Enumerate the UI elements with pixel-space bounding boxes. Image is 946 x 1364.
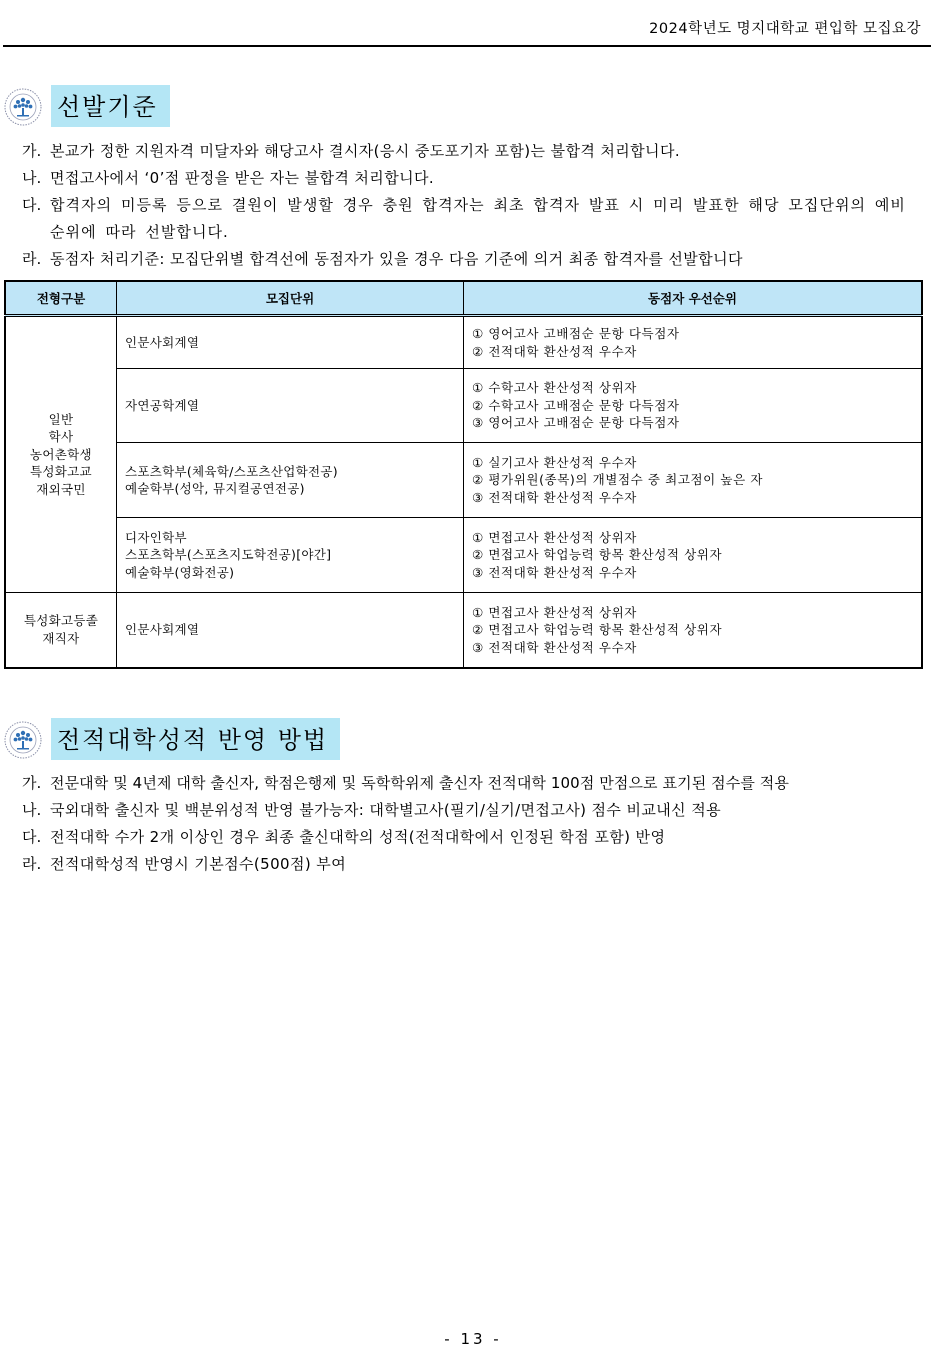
priority-line: ③ 전적대학 환산성적 우수자 — [472, 489, 637, 505]
recruitment-unit-cell — [117, 593, 464, 668]
rule-item — [22, 797, 937, 824]
rule-text: 국외대학 출신자 및 백분위성적 반영 불가능자: 대학별고사(필기/실기/면접고사) 점수 비교내신 적용 — [50, 801, 721, 819]
unit-line: 디자인학부 — [125, 529, 187, 545]
priority-line: ① 영어고사 고배점순 문항 다득점자 — [472, 326, 680, 341]
table-header-row — [5, 281, 922, 316]
unit-line: 예술학부(영화전공) — [125, 564, 235, 580]
priority-line: ② 전적대학 환산성적 우수자 — [472, 343, 637, 359]
priority-line: ③ 영어고사 고배점순 문항 다득점자 — [472, 415, 680, 431]
section-title: 선발기준 — [51, 85, 170, 127]
rule-marker: 가. — [22, 774, 42, 792]
rule-item — [22, 165, 937, 192]
unit-line: 스포츠학부(체육학/스포츠산업학전공) — [125, 463, 338, 479]
rule-marker: 나. — [22, 169, 42, 187]
priority-line: ① 실기고사 환산성적 우수자 — [472, 454, 637, 470]
rule-text: 본교가 정한 지원자격 미달자와 해당고사 결시자(응시 중도포기자 포함)는 불합격 처리합니다. — [50, 142, 681, 160]
rule-item — [22, 246, 937, 273]
type-line: 특성화고등졸 — [23, 613, 99, 629]
table-row — [5, 443, 922, 518]
university-emblem-icon — [3, 87, 43, 127]
unit-line: 스포츠학부(스포츠지도학전공)[야간] — [125, 547, 332, 563]
priority-line: ③ 전적대학 환산성적 우수자 — [472, 564, 637, 580]
rule-text: 전적대학 수가 2개 이상인 경우 최종 출신대학의 성적(전적대학에서 인정된 학점 포함) 반영 — [50, 828, 666, 846]
priority-line: ① 면접고사 환산성적 상위자 — [472, 604, 637, 620]
rule-item — [22, 851, 937, 878]
priority-cell — [464, 593, 923, 668]
type-line: 재직자 — [42, 630, 80, 646]
unit-line: 자연공학계열 — [125, 397, 200, 413]
selection-type-cell — [5, 593, 117, 668]
table-row — [5, 316, 922, 369]
rule-marker: 라. — [22, 855, 42, 873]
priority-line: ② 평가위원(종목)의 개별점수 중 최고점이 높은 자 — [472, 472, 764, 488]
rule-marker: 다. — [22, 196, 42, 214]
rule-item — [22, 192, 919, 246]
table-row — [5, 369, 922, 443]
header-selection-type: 전형구분 — [5, 281, 117, 316]
selection-rules-list — [22, 138, 937, 273]
rule-text: 면접고사에서 ‘0’점 판정을 받은 자는 불합격 처리합니다. — [50, 169, 435, 187]
page-header — [3, 0, 931, 47]
grade-rules-list — [22, 770, 937, 878]
university-emblem-icon — [3, 720, 43, 760]
document-title: 2024학년도 명지대학교 편입학 모집요강 — [649, 21, 921, 37]
rule-text: 전문대학 및 4년제 대학 출신자, 학점은행제 및 독학학위제 출신자 전적대학 100점 만점으로 표기된 점수를 적용 — [50, 774, 789, 792]
section-title: 전적대학성적 반영 방법 — [51, 718, 340, 760]
priority-line: ② 면접고사 학업능력 항목 환산성적 상위자 — [472, 547, 723, 563]
rule-item — [22, 770, 937, 797]
table-row — [5, 593, 922, 668]
priority-cell — [464, 443, 923, 518]
type-line: 특성화고교 — [30, 464, 92, 480]
priority-line: ② 면접고사 학업능력 항목 환산성적 상위자 — [472, 622, 723, 637]
priority-line: ① 면접고사 환산성적 상위자 — [472, 529, 637, 545]
recruitment-unit-cell — [117, 369, 464, 443]
recruitment-unit-cell — [117, 518, 464, 593]
rule-text: 전적대학성적 반영시 기본점수(500점) 부여 — [50, 855, 347, 873]
priority-line: ① 수학고사 환산성적 상위자 — [472, 380, 637, 396]
recruitment-unit-cell — [117, 316, 464, 369]
type-line: 학사 — [48, 429, 74, 445]
rule-marker: 라. — [22, 250, 42, 268]
type-line: 농어촌학생 — [30, 446, 92, 462]
tie-break-table — [4, 280, 923, 669]
priority-cell — [464, 369, 923, 443]
unit-line: 인문사회계열 — [125, 334, 200, 350]
header-tie-priority: 동점자 우선순위 — [464, 281, 923, 316]
priority-cell — [464, 518, 923, 593]
type-line: 재외국민 — [36, 481, 86, 497]
page-number: - 13 - — [444, 1330, 502, 1348]
rule-text: 동점자 처리기준: 모집단위별 합격선에 동점자가 있을 경우 다음 기준에 의거 최종 합격자를 선발합니다 — [50, 250, 743, 268]
unit-line: 예술학부(성악, 뮤지컬공연전공) — [125, 481, 305, 496]
table-row — [5, 518, 922, 593]
unit-line: 인문사회계열 — [125, 622, 200, 637]
rule-item — [22, 824, 937, 851]
rule-marker: 다. — [22, 828, 42, 846]
priority-line: ② 수학고사 고배점순 문항 다득점자 — [472, 397, 680, 413]
priority-line: ③ 전적대학 환산성적 우수자 — [472, 639, 637, 655]
type-line: 일반 — [48, 411, 74, 427]
rule-text: 합격자의 미등록 등으로 결원이 발생할 경우 충원 합격자는 최초 합격자 발표 시 미리 발표한 해당 모집단위의 예비 순위에 따라 선발합니다. — [50, 196, 906, 241]
rule-marker: 나. — [22, 801, 42, 819]
header-recruitment-unit: 모집단위 — [117, 281, 464, 316]
rule-item — [22, 138, 937, 165]
priority-cell — [464, 316, 923, 369]
recruitment-unit-cell — [117, 443, 464, 518]
selection-type-cell — [5, 316, 117, 593]
rule-marker: 가. — [22, 142, 42, 160]
